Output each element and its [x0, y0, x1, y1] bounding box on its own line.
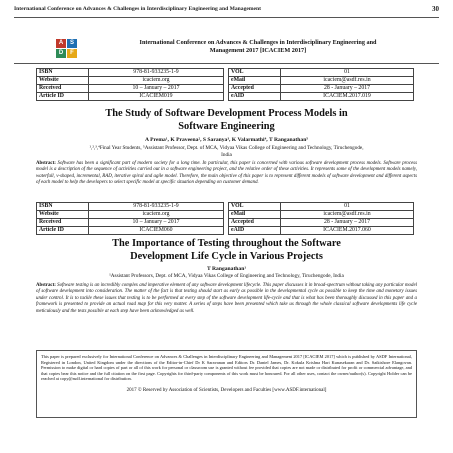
article1-title — [30, 108, 423, 133]
meta-key: Article ID — [37, 93, 89, 101]
copyright-notice-box — [36, 350, 417, 418]
meta-key: VOL — [229, 203, 281, 211]
logo-cell-a: A — [56, 39, 66, 48]
meta-value: 978-81-933235-1-9 — [89, 69, 224, 77]
meta-key: eAID — [229, 93, 281, 101]
abstract-text: Software testing is an incredibly complex and imperative element of any software development lifecycle. This paper discusses it in broad-spectrum without taking any particular model of software development into consideration. The matter of the fact is that testing should start as early as possible in the developmental cycle as possible to keep the time and monetary issues under control. It is to tackle these issues that testing is to be performed at every step of the software development life-cycle and that is what has been thoroughly discussed in this paper and a framework is presented to provide an actual road map for this very matter. A series of steps have been presented which take us through the whole classical software developments life cycle meticulously and the tests possible at each step have been acknowledged as well. — [36, 283, 417, 314]
meta-value: 10 – January – 2017 — [89, 219, 224, 227]
meta-value: 01 — [281, 203, 414, 211]
meta-key: eMail — [229, 211, 281, 219]
page-number: 30 — [432, 5, 439, 13]
meta-row — [37, 203, 414, 211]
meta-value: ICACIEM060 — [89, 227, 224, 235]
asdf-logo — [56, 39, 98, 59]
article2-title-line2: Development Life Cycle in Various Projects — [130, 250, 323, 262]
meta-key: Website — [37, 211, 89, 219]
running-header — [14, 6, 439, 12]
conference-rule — [14, 63, 439, 64]
article1-affiliation — [30, 145, 423, 158]
meta-value: ICACIEM.2017.060 — [281, 227, 414, 235]
meta-row — [37, 69, 414, 77]
meta-key: Received — [37, 85, 89, 93]
logo-cell-s: S — [67, 39, 77, 48]
meta-value: 978-81-933235-1-9 — [89, 203, 224, 211]
meta-value: ICACIEM019 — [89, 93, 224, 101]
abstract-text: Software has been a significant part of modern society for a long time. In particular, this paper is concerned with various software development process models. Software process model is a description of the sequence of activities carried out in a software engineering project, and the relative order of these activities. It represents some of the development models namely, waterfall, v-shaped, incremental, RAD, iterative spiral and agile model. Therefore, the main objective of this paper is to represent different models of software development and different aspects of each model to help the developers to select specific model at specific situation depending on customer demand. — [36, 161, 417, 186]
article1-title-line2: Software Engineering — [178, 120, 275, 132]
article2-abstract — [36, 283, 417, 315]
meta-key: eAID — [229, 227, 281, 235]
article2-meta-table — [36, 202, 414, 235]
meta-value: 28 - January – 2017 — [281, 219, 414, 227]
article2-title — [30, 238, 423, 263]
meta-value: icaciem.org — [89, 77, 224, 85]
journal-name: International Conference on Advances & Challenges in Interdisciplinary Engineering and Management — [14, 6, 261, 12]
meta-row — [37, 77, 414, 85]
article2-affiliation: ¹Assistant Professors, Dept. of MCA, Vidyaa Vikas College of Engineering and Technology, Tiruchengode, India — [109, 273, 344, 279]
meta-key: Website — [37, 77, 89, 85]
meta-key: ISBN — [37, 69, 89, 77]
article2-authors: T Ranganathan¹ — [206, 266, 247, 272]
copyright-line: 2017 © Reserved by Association of Scientists, Developers and Faculties [www.ASDF.international] — [126, 387, 327, 393]
meta-key: Accepted — [229, 219, 281, 227]
meta-key: eMail — [229, 77, 281, 85]
meta-key: Accepted — [229, 85, 281, 93]
abstract-label: Abstract: — [36, 283, 56, 288]
meta-row — [37, 93, 414, 101]
article1-abstract — [36, 161, 417, 187]
article1-meta-table — [36, 68, 414, 101]
header-rule — [14, 17, 439, 18]
article1-title-line1: The Study of Software Development Process Models in — [105, 108, 348, 119]
meta-value: icaciem@asdf.res.in — [281, 77, 414, 85]
conference-title — [108, 39, 408, 55]
abstract-label: Abstract: — [36, 161, 56, 166]
article1-authors: A Prema¹, K Praveena², S Saranya³, K Valarmathi⁴, T Ranganathan⁵ — [144, 137, 308, 143]
meta-value: 01 — [281, 69, 414, 77]
meta-key: Article ID — [37, 227, 89, 235]
article1-affiliation-line2: India — [221, 151, 232, 158]
meta-value: icaciem.org — [89, 211, 224, 219]
meta-row — [37, 211, 414, 219]
meta-row — [37, 219, 414, 227]
conference-title-line1: International Conference on Advances & Challenges in Interdisciplinary Engineering and — [139, 39, 377, 46]
conference-title-line2: Management 2017 [ICACIEM 2017] — [209, 47, 307, 54]
meta-value: 10 – January – 2017 — [89, 85, 224, 93]
meta-row — [37, 227, 414, 235]
meta-value: 28 - January – 2017 — [281, 85, 414, 93]
meta-value: ICACIEM.2017.019 — [281, 93, 414, 101]
article1-affiliation-line1: ¹,²,³,⁴Final Year Students, ⁵Assistant Professor, Dept. of MCA, Vidyaa Vikas College of Engineering and Technology, Tiruchengode, — [89, 145, 364, 151]
meta-row — [37, 85, 414, 93]
article2-title-line1: The Importance of Testing throughout the Software — [112, 238, 341, 249]
meta-key: VOL — [229, 69, 281, 77]
logo-cell-f: F — [67, 49, 77, 58]
notice-text: This paper is prepared exclusively for International Conference on Advances & Challenges in Interdisciplinary Engineering and Management 2017 [ICACIEM 2017] which is published by ASDF International, Registered in London, United Kingdom under the directions of the Editor-in-Chief Dr K Saravanan and Editors Dr. Daniel James, Dr. Kokula Krishna Hari Kunasekaran and Dr. Saikishore Elangovan. Permission to make digital or hard copies of part or all of this work for personal or classroom use is granted without fee provided that copies are not made or distributed for profit or commercial advantage, and that copies bear this notice and the full citation on the first page. Copyrights for third-party components of this work must be honoured. For all other uses, contact the owner/author(s). Copyright Holder can be reached at copy@asdf.international for distribution. — [41, 354, 412, 381]
meta-value: icaciem@asdf.res.in — [281, 211, 414, 219]
meta-key: ISBN — [37, 203, 89, 211]
logo-cell-d: D — [56, 49, 66, 58]
meta-key: Received — [37, 219, 89, 227]
